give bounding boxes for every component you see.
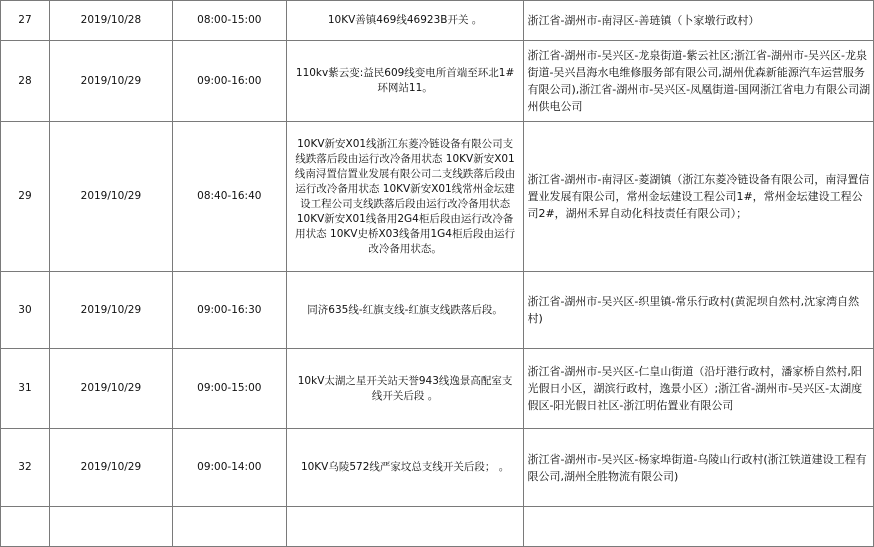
table-row: [1, 122, 874, 272]
row-index: 29: [1, 122, 50, 272]
table-row: [1, 349, 874, 429]
row-time: 09:00-16:30: [172, 272, 286, 349]
row-time: 09:00-16:00: [172, 41, 286, 122]
row-area: 浙江省-湖州市-南浔区-善琏镇（卜家墩行政村）: [524, 1, 874, 41]
row-device: 10KV新安X01线浙江东菱冷链设备有限公司支线跌落后段由运行改冷备用状态 10KV新安X01线南浔置信置业发展有限公司二支线跌落后段由运行改冷备用状态 10KV新安X01线常州金坛建设工程公司支线跌落后段由运行改冷备用状态 10KV新安X01线备用2G4柜后段由运行改冷备用状态 10KV史桥X03线备用1G4柜后段由运行改冷备用状态。: [286, 122, 524, 272]
row-device: [286, 507, 524, 547]
row-date: 2019/10/28: [49, 1, 172, 41]
row-time: 08:40-16:40: [172, 122, 286, 272]
row-index: 32: [1, 429, 50, 507]
row-date: 2019/10/29: [49, 41, 172, 122]
row-time: 09:00-14:00: [172, 429, 286, 507]
row-index: 27: [1, 1, 50, 41]
row-date: 2019/10/29: [49, 349, 172, 429]
row-area: [524, 507, 874, 547]
table-row: [1, 272, 874, 349]
table-row-partial: [1, 507, 874, 547]
row-device: 10kV太湖之星开关站天誉943线逸景高配室支线开关后段 。: [286, 349, 524, 429]
row-time: 08:00-15:00: [172, 1, 286, 41]
row-date: 2019/10/29: [49, 272, 172, 349]
row-date: 2019/10/29: [49, 122, 172, 272]
row-area: 浙江省-湖州市-吴兴区-杨家埠街道-乌陵山行政村(浙江铁道建设工程有限公司,湖州全胜物流有限公司): [524, 429, 874, 507]
row-index: 28: [1, 41, 50, 122]
row-date: [49, 507, 172, 547]
row-area: 浙江省-湖州市-吴兴区-龙泉街道-紫云社区;浙江省-湖州市-吴兴区-龙泉街道-吴兴昌海水电维修服务部有限公司,湖州优森新能源汽车运营服务有限公司),浙江省-湖州市-吴兴区-凤凰街道-国网浙江省电力有限公司湖州供电公司: [524, 41, 874, 122]
row-area: 浙江省-湖州市-吴兴区-织里镇-常乐行政村(黄泥坝自然村,沈家湾自然村): [524, 272, 874, 349]
row-device: 110kv紫云变:益民609线变电所首端至环北1#环网站11。: [286, 41, 524, 122]
table-row: [1, 41, 874, 122]
row-index: 31: [1, 349, 50, 429]
row-area: 浙江省-湖州市-南浔区-菱湖镇（浙江东菱冷链设备有限公司，南浔置信置业发展有限公司，常州金坛建设工程公司1#，常州金坛建设工程公司2#，湖州禾昇自动化科技责任有限公司）；: [524, 122, 874, 272]
row-date: 2019/10/29: [49, 429, 172, 507]
table-row: [1, 1, 874, 41]
row-device: 同济635线-红旗支线-红旗支线跌落后段。: [286, 272, 524, 349]
row-time: [172, 507, 286, 547]
table-row: [1, 429, 874, 507]
row-index: 30: [1, 272, 50, 349]
row-time: 09:00-15:00: [172, 349, 286, 429]
row-area: 浙江省-湖州市-吴兴区-仁皇山街道（沿圩港行政村，潘家桥自然村,阳光假日小区，湖滨行政村，逸景小区）;浙江省-湖州市-吴兴区-太湖度假区-阳光假日社区-浙江明佑置业有限公司: [524, 349, 874, 429]
row-device: 10KV善镇469线46923B开关 。: [286, 1, 524, 41]
row-device: 10KV乌陵572线严家坟总支线开关后段； 。: [286, 429, 524, 507]
row-index: [1, 507, 50, 547]
